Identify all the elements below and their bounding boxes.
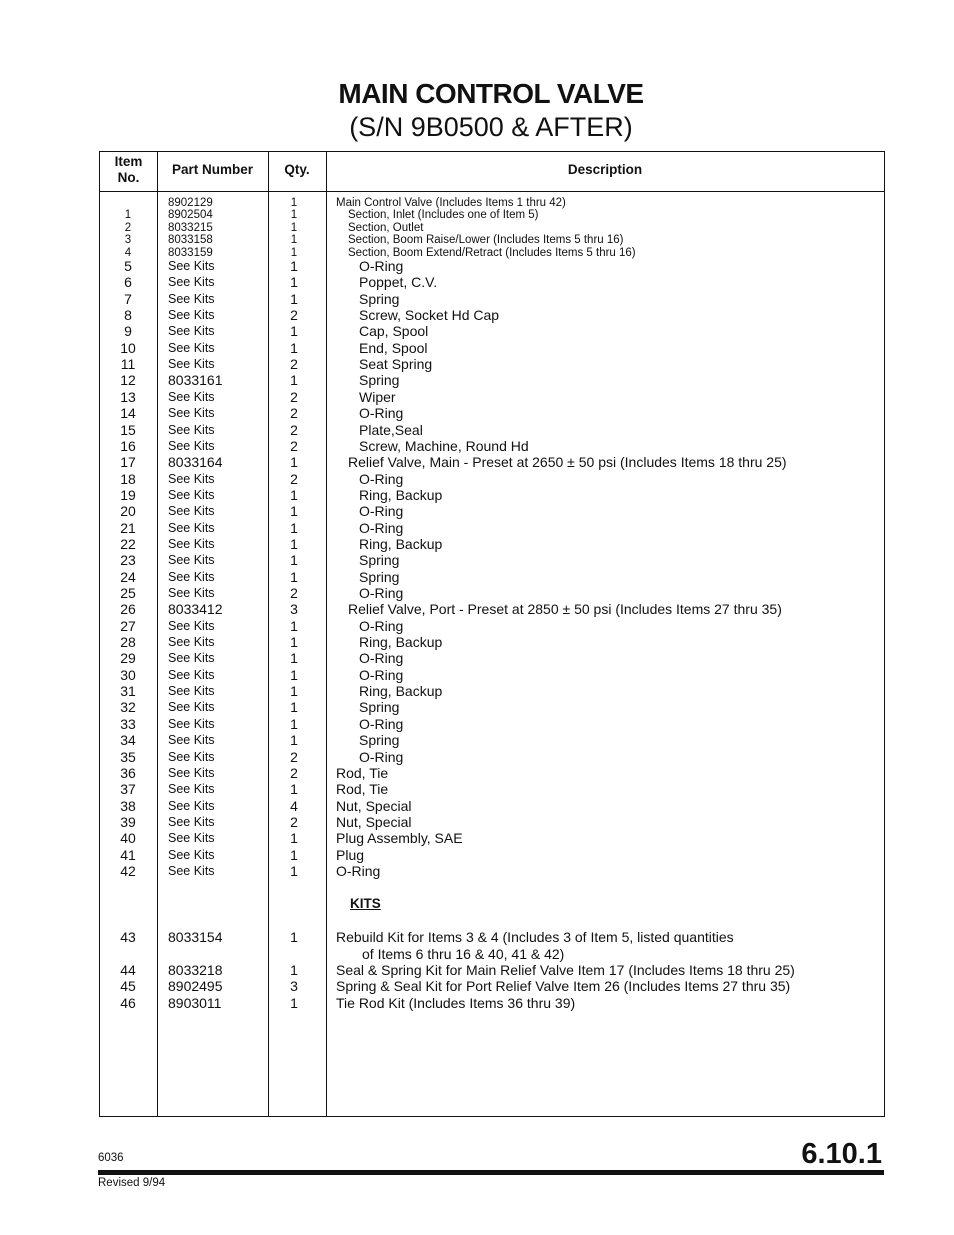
quantity: 1 <box>290 929 298 945</box>
part-number: See Kits <box>168 635 215 650</box>
quantity: 1 <box>290 519 298 536</box>
description: Spring <box>359 699 400 716</box>
quantity: 1 <box>290 222 298 234</box>
part-number: See Kits <box>168 422 215 437</box>
description: O-Ring <box>359 748 404 765</box>
quantity: 3 <box>290 601 298 618</box>
item-number: 17 <box>120 454 136 471</box>
description: Tie Rod Kit (Includes Items 36 thru 39) <box>336 995 576 1011</box>
description: O-Ring <box>359 470 404 487</box>
description: O-Ring <box>359 715 404 732</box>
quantity: 2 <box>290 388 298 405</box>
quantity: 1 <box>290 339 298 356</box>
description: Relief Valve, Port - Preset at 2850 ± 50 psi (Includes Items 27 thru 35) <box>348 601 782 618</box>
description: Plug Assembly, SAE <box>336 830 463 847</box>
item-number: 4 <box>124 247 132 259</box>
item-number: 42 <box>120 862 136 879</box>
description: O-Ring <box>359 503 404 520</box>
column-divider <box>157 152 158 1116</box>
description: Section, Outlet <box>348 222 424 234</box>
part-number: See Kits <box>168 487 215 502</box>
description: Rod, Tie <box>336 781 389 798</box>
item-number: 5 <box>124 258 132 274</box>
description: Seat Spring <box>359 356 433 373</box>
item-number: 41 <box>120 846 136 863</box>
item-number: 16 <box>120 437 136 454</box>
description: Spring <box>359 372 400 389</box>
item-number: 15 <box>120 421 136 438</box>
item-number: 6 <box>124 274 132 291</box>
item-number: 9 <box>124 323 132 340</box>
item-number: 31 <box>120 683 136 700</box>
part-number: See Kits <box>168 471 215 486</box>
description: O-Ring <box>359 617 404 634</box>
description: O-Ring <box>359 585 404 601</box>
description: O-Ring <box>336 862 381 879</box>
part-number: See Kits <box>168 847 215 862</box>
part-number: 8902504 <box>168 209 213 221</box>
part-number: 8033215 <box>168 222 213 234</box>
quantity: 1 <box>290 846 298 863</box>
part-number: See Kits <box>168 684 215 699</box>
part-number: See Kits <box>168 716 215 731</box>
description: Rod, Tie <box>336 764 389 781</box>
part-number: See Kits <box>168 569 215 584</box>
part-number: See Kits <box>168 749 215 764</box>
item-number: 34 <box>120 732 136 749</box>
quantity: 1 <box>290 683 298 700</box>
item-number: 40 <box>120 830 136 847</box>
description: Screw, Socket Hd Cap <box>359 307 500 324</box>
item-number: 33 <box>120 715 136 732</box>
quantity: 2 <box>290 470 298 487</box>
header-description: Description <box>567 162 643 177</box>
item-number: 35 <box>120 748 136 765</box>
part-number: 8033154 <box>168 929 223 945</box>
item-number: 28 <box>120 634 136 651</box>
description: O-Ring <box>359 519 404 536</box>
part-number: See Kits <box>168 831 215 846</box>
part-number: See Kits <box>168 259 215 273</box>
description: Poppet, C.V. <box>359 274 438 291</box>
part-number: See Kits <box>168 324 215 339</box>
description: Cap, Spool <box>359 323 429 340</box>
part-number: 8033412 <box>168 601 223 618</box>
description: O-Ring <box>359 258 404 274</box>
column-divider <box>326 152 327 1116</box>
quantity: 1 <box>290 234 298 246</box>
quantity: 2 <box>290 405 298 422</box>
description: Seal & Spring Kit for Main Relief Valve Item 17 (Includes Items 18 thru 25) <box>336 962 795 978</box>
quantity: 1 <box>290 372 298 389</box>
quantity: 1 <box>290 274 298 291</box>
part-number: See Kits <box>168 733 215 748</box>
item-number: 20 <box>120 503 136 520</box>
item-number: 14 <box>120 405 136 422</box>
part-number: 8033159 <box>168 247 213 259</box>
item-number: 7 <box>124 290 132 307</box>
item-number: 24 <box>120 568 136 585</box>
item-number: 8 <box>124 307 132 324</box>
part-number: 8033158 <box>168 234 213 246</box>
part-number: See Kits <box>168 357 215 372</box>
item-number: 44 <box>120 962 136 978</box>
quantity: 1 <box>290 732 298 749</box>
description: Wiper <box>359 388 396 405</box>
description: Section, Boom Extend/Retract (Includes Items 5 thru 16) <box>348 247 636 259</box>
quantity: 2 <box>290 748 298 765</box>
description: Spring <box>359 552 400 569</box>
description: Spring <box>359 290 400 307</box>
part-number: 8033161 <box>168 372 223 389</box>
description: O-Ring <box>359 650 404 667</box>
part-number: See Kits <box>168 798 215 813</box>
quantity: 1 <box>290 568 298 585</box>
item-number: 26 <box>120 601 136 618</box>
part-number: See Kits <box>168 536 215 551</box>
quantity: 1 <box>290 650 298 667</box>
quantity: 1 <box>290 995 298 1011</box>
description: End, Spool <box>359 339 428 356</box>
part-number: See Kits <box>168 406 215 421</box>
item-number: 1 <box>124 209 132 221</box>
header-divider <box>100 191 884 192</box>
description: Main Control Valve (Includes Items 1 thru 42) <box>336 197 566 209</box>
description: Spring & Seal Kit for Port Relief Valve Item 26 (Includes Items 27 thru 35) <box>336 978 791 994</box>
item-number: 25 <box>120 585 136 601</box>
part-number: See Kits <box>168 667 215 682</box>
description: Screw, Machine, Round Hd <box>359 437 529 454</box>
quantity: 1 <box>290 634 298 651</box>
description: O-Ring <box>359 405 404 422</box>
description: O-Ring <box>359 666 404 683</box>
item-number: 10 <box>120 339 136 356</box>
column-divider <box>268 152 269 1116</box>
part-number: 8033164 <box>168 454 223 471</box>
document-code: 6036 <box>98 1152 124 1164</box>
item-number: 36 <box>120 764 136 781</box>
quantity: 1 <box>290 781 298 798</box>
part-number: See Kits <box>168 389 215 404</box>
description: Rebuild Kit for Items 3 & 4 (Includes 3 of Item 5, listed quantities <box>336 929 734 945</box>
quantity: 1 <box>290 666 298 683</box>
item-number: 23 <box>120 552 136 569</box>
item-number: 29 <box>120 650 136 667</box>
part-number: See Kits <box>168 651 215 666</box>
part-number: See Kits <box>168 275 215 290</box>
footer-rule <box>98 1170 884 1175</box>
description: Ring, Backup <box>359 486 443 503</box>
item-number: 13 <box>120 388 136 405</box>
quantity: 1 <box>290 830 298 847</box>
description: Ring, Backup <box>359 683 443 700</box>
description-continued: of Items 6 thru 16 & 40, 41 & 42) <box>362 946 565 962</box>
part-number: See Kits <box>168 863 215 878</box>
part-number: See Kits <box>168 586 215 600</box>
part-number: See Kits <box>168 504 215 519</box>
quantity: 1 <box>290 535 298 552</box>
part-number: See Kits <box>168 438 215 453</box>
item-number: 21 <box>120 519 136 536</box>
item-number: 43 <box>120 929 136 945</box>
item-number: 2 <box>124 222 132 234</box>
item-number: 3 <box>124 234 132 246</box>
description: Spring <box>359 568 400 585</box>
quantity: 2 <box>290 585 298 601</box>
description: Section, Boom Raise/Lower (Includes Items 5 thru 16) <box>348 234 624 246</box>
page-title: MAIN CONTROL VALVE <box>338 78 644 109</box>
description: Plate,Seal <box>359 421 423 438</box>
description: Ring, Backup <box>359 535 443 552</box>
quantity: 2 <box>290 307 298 324</box>
part-number: See Kits <box>168 291 215 306</box>
header-part-number: Part Number <box>171 162 254 177</box>
quantity: 1 <box>290 454 298 471</box>
revision-date: Revised 9/94 <box>98 1177 166 1189</box>
item-number: 39 <box>120 813 136 830</box>
part-number: See Kits <box>168 553 215 568</box>
quantity: 3 <box>290 978 298 994</box>
part-number: See Kits <box>168 340 215 355</box>
quantity: 1 <box>290 197 298 209</box>
part-number: 8903011 <box>168 995 222 1011</box>
quantity: 1 <box>290 552 298 569</box>
item-number: 32 <box>120 699 136 716</box>
item-number: 22 <box>120 535 136 552</box>
quantity: 1 <box>290 247 298 259</box>
part-number: See Kits <box>168 814 215 829</box>
part-number: See Kits <box>168 765 215 780</box>
quantity: 1 <box>290 258 298 274</box>
description: Relief Valve, Main - Preset at 2650 ± 50 psi (Includes Items 18 thru 25) <box>348 454 787 471</box>
item-number: 45 <box>120 978 136 994</box>
quantity: 1 <box>290 503 298 520</box>
page-subtitle: (S/N 9B0500 & AFTER) <box>349 112 633 142</box>
quantity: 1 <box>290 486 298 503</box>
item-number: 27 <box>120 617 136 634</box>
description: Section, Inlet (Includes one of Item 5) <box>348 209 539 221</box>
quantity: 2 <box>290 421 298 438</box>
quantity: 1 <box>290 862 298 879</box>
description: Nut, Special <box>336 797 412 814</box>
part-number: 8902495 <box>168 978 223 994</box>
item-number: 11 <box>120 356 136 373</box>
part-number: See Kits <box>168 520 215 535</box>
part-number: 8033218 <box>168 962 223 978</box>
quantity: 2 <box>290 437 298 454</box>
quantity: 1 <box>290 209 298 221</box>
quantity: 1 <box>290 290 298 307</box>
item-number: 18 <box>120 470 136 487</box>
item-number: 30 <box>120 666 136 683</box>
quantity: 1 <box>290 962 298 978</box>
part-number: See Kits <box>168 700 215 715</box>
header-item-line2: No. <box>117 170 140 185</box>
item-number: 37 <box>120 781 136 798</box>
description: Spring <box>359 732 400 749</box>
item-number: 46 <box>120 995 136 1011</box>
page-number: 6.10.1 <box>801 1138 882 1170</box>
header-qty: Qty. <box>284 162 310 177</box>
description: Plug <box>336 846 365 863</box>
header-item-no <box>100 154 157 186</box>
part-number: See Kits <box>168 308 215 323</box>
quantity: 4 <box>290 797 298 814</box>
kits-heading: KITS <box>350 896 381 911</box>
quantity: 2 <box>290 813 298 830</box>
description: Nut, Special <box>336 813 412 830</box>
quantity: 2 <box>290 356 298 373</box>
item-number: 38 <box>120 797 136 814</box>
part-number: See Kits <box>168 618 215 633</box>
quantity: 1 <box>290 699 298 716</box>
part-number: See Kits <box>168 782 215 797</box>
item-number: 12 <box>120 372 136 389</box>
part-number: 8902129 <box>168 197 213 209</box>
description: Ring, Backup <box>359 634 443 651</box>
header-item-line1: Item <box>114 154 143 169</box>
quantity: 1 <box>290 715 298 732</box>
item-number: 19 <box>120 486 136 503</box>
quantity: 2 <box>290 764 298 781</box>
quantity: 1 <box>290 617 298 634</box>
quantity: 1 <box>290 323 298 340</box>
